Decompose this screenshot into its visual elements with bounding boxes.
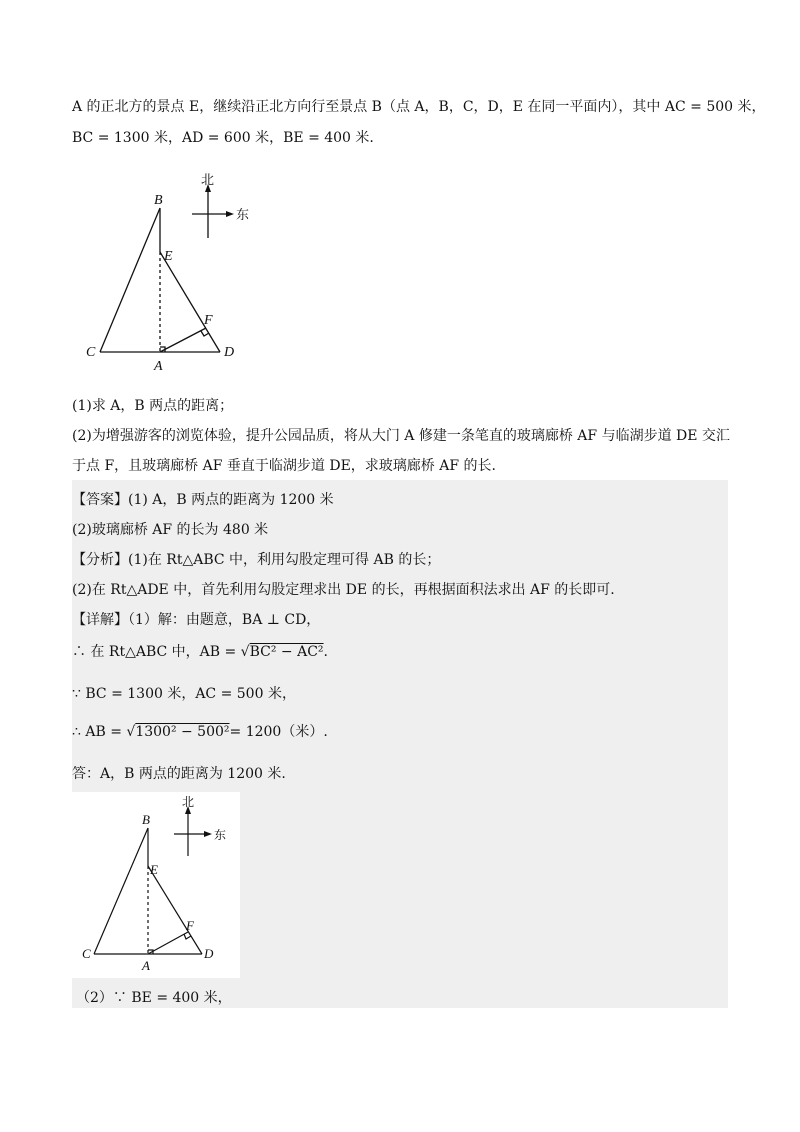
problem-line-1: A 的正北方的景点 E，继续沿正北方向行至景点 B（点 A，B，C，D，E 在同一平面内），其中 AC = 500 米， bbox=[72, 99, 766, 115]
label-c-2: C bbox=[82, 946, 91, 961]
label-north: 北 bbox=[201, 173, 215, 188]
detail-4-prefix: ∴ AB = √ bbox=[72, 724, 136, 740]
analysis-2: (2)在 Rt△ADE 中，首先利用勾股定理求出 DE 的长，再根据面积法求出 AF 的长即可. bbox=[72, 582, 615, 598]
label-e-2: E bbox=[150, 862, 158, 877]
label-e: E bbox=[164, 249, 173, 264]
problem-line-2: BC = 1300 米，AD = 600 米，BE = 400 米. bbox=[72, 130, 374, 146]
geometry-figure-2 bbox=[74, 796, 238, 976]
segment-bc bbox=[100, 208, 160, 352]
label-a: A bbox=[154, 359, 163, 374]
label-d: D bbox=[224, 345, 235, 360]
label-f-2: F bbox=[186, 918, 194, 933]
question-1: (1)求 A，B 两点的距离； bbox=[72, 398, 234, 414]
label-b-2: B bbox=[142, 812, 150, 827]
detail-2-suffix: . bbox=[323, 644, 328, 660]
east-arrowhead bbox=[226, 211, 234, 217]
detail-3: ∵ BC = 1300 米，AC = 500 米， bbox=[72, 686, 296, 702]
label-c: C bbox=[86, 345, 96, 360]
geometry-figure-1 bbox=[80, 170, 260, 380]
label-b: B bbox=[154, 193, 163, 208]
detail-4-suffix: = 1200（米）. bbox=[229, 724, 328, 740]
label-f: F bbox=[204, 313, 213, 328]
detail-2-prefix: ∴ 在 Rt△ABC 中，AB = √ bbox=[72, 644, 250, 660]
segment-af bbox=[160, 328, 206, 352]
east-arrowhead-2 bbox=[204, 831, 212, 837]
label-a-2: A bbox=[142, 958, 150, 973]
part-2-start: （2）∵ BE = 400 米， bbox=[76, 990, 232, 1006]
label-east-2: 东 bbox=[214, 828, 227, 842]
question-2-line-2: 于点 F，且玻璃廊桥 AF 垂直于临湖步道 DE，求玻璃廊桥 AF 的长. bbox=[72, 458, 496, 474]
answer-2: (2)玻璃廊桥 AF 的长为 480 米 bbox=[72, 522, 269, 538]
detail-4 bbox=[72, 722, 328, 742]
label-north-2: 北 bbox=[182, 796, 195, 809]
detail-2 bbox=[72, 642, 328, 662]
label-east: 东 bbox=[236, 208, 250, 223]
segment-af-2 bbox=[148, 932, 188, 954]
segment-bc-2 bbox=[94, 828, 148, 954]
analysis-1: 【分析】(1)在 Rt△ABC 中，利用勾股定理可得 AB 的长； bbox=[72, 552, 441, 568]
detail-4-radicand: 1300² − 500² bbox=[135, 724, 230, 740]
answer-line: 答：A，B 两点的距离为 1200 米. bbox=[72, 766, 286, 782]
answer-1: 【答案】(1) A，B 两点的距离为 1200 米 bbox=[72, 492, 334, 508]
label-d-2: D bbox=[204, 946, 214, 961]
detail-1: 【详解】（1）解：由题意，BA ⊥ CD， bbox=[72, 612, 321, 628]
detail-2-radicand: BC² − AC² bbox=[249, 644, 324, 660]
question-2-line-1: (2)为增强游客的浏览体验，提升公园品质，将从大门 A 修建一条笔直的玻璃廊桥 AF 与临湖步道 DE 交汇 bbox=[72, 428, 730, 444]
segment-ed-2 bbox=[148, 866, 202, 954]
